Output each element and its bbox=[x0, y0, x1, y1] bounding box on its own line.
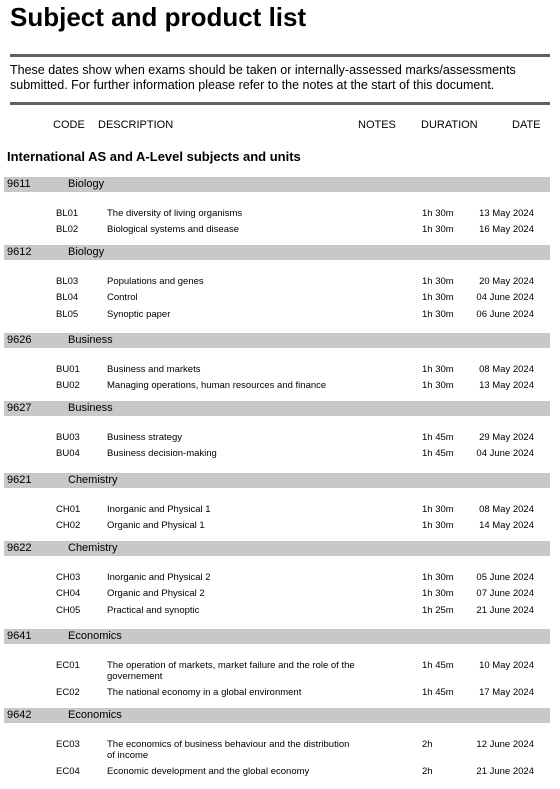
unit-code: EC02 bbox=[56, 687, 80, 698]
unit-date: 06 June 2024 bbox=[476, 309, 534, 320]
unit-description: Business decision-making bbox=[107, 448, 217, 459]
unit-description: Organic and Physical 2 bbox=[107, 588, 205, 599]
unit-date: 12 June 2024 bbox=[476, 739, 534, 750]
subject-name: Chemistry bbox=[68, 474, 118, 486]
unit-description: Organic and Physical 1 bbox=[107, 520, 205, 531]
subject-band bbox=[4, 177, 550, 192]
page-title: Subject and product list bbox=[10, 2, 307, 32]
unit-code: CH05 bbox=[56, 605, 81, 616]
column-header-description: DESCRIPTION bbox=[98, 119, 174, 131]
unit-duration: 2h bbox=[422, 739, 433, 750]
unit-description: Synoptic paper bbox=[107, 309, 171, 320]
unit-description: Inorganic and Physical 2 bbox=[107, 572, 211, 583]
unit-description: Business strategy bbox=[107, 432, 182, 443]
subject-name: Business bbox=[68, 402, 113, 414]
unit-duration: 1h 30m bbox=[422, 504, 454, 515]
unit-description: Economic development and the global economy bbox=[107, 766, 310, 777]
unit-code: CH02 bbox=[56, 520, 81, 531]
unit-duration: 1h 30m bbox=[422, 224, 454, 235]
subject-name: Chemistry bbox=[68, 542, 118, 554]
unit-duration: 1h 30m bbox=[422, 276, 454, 287]
unit-duration: 1h 30m bbox=[422, 208, 454, 219]
unit-date: 08 May 2024 bbox=[479, 364, 534, 375]
unit-description: The economics of business behaviour and the distribution of income bbox=[107, 739, 350, 761]
subject-band bbox=[4, 401, 550, 416]
unit-code: BL04 bbox=[56, 292, 79, 303]
unit-duration: 1h 30m bbox=[422, 588, 454, 599]
subject-band bbox=[4, 541, 550, 556]
column-header-code: CODE bbox=[53, 119, 85, 131]
subject-name: Economics bbox=[68, 630, 122, 642]
subject-band bbox=[4, 473, 550, 488]
unit-description: Biological systems and disease bbox=[107, 224, 240, 235]
subject-code: 9627 bbox=[7, 402, 32, 414]
subject-band bbox=[4, 708, 550, 723]
intro-rule bbox=[10, 102, 550, 105]
subject-code: 9621 bbox=[7, 474, 32, 486]
unit-duration: 1h 30m bbox=[422, 572, 454, 583]
unit-duration: 1h 45m bbox=[422, 432, 454, 443]
unit-date: 07 June 2024 bbox=[476, 588, 534, 599]
unit-code: BL03 bbox=[56, 276, 79, 287]
unit-code: EC03 bbox=[56, 739, 80, 750]
unit-date: 14 May 2024 bbox=[479, 520, 534, 531]
subject-code: 9611 bbox=[7, 178, 31, 190]
unit-date: 10 May 2024 bbox=[479, 660, 534, 671]
unit-code: BU03 bbox=[56, 432, 80, 443]
unit-description: Managing operations, human resources and finance bbox=[107, 380, 327, 391]
unit-description: Populations and genes bbox=[107, 276, 204, 287]
unit-date: 29 May 2024 bbox=[479, 432, 534, 443]
unit-code: BL01 bbox=[56, 208, 79, 219]
unit-code: BL02 bbox=[56, 224, 79, 235]
unit-duration: 1h 45m bbox=[422, 660, 454, 671]
unit-code: BU02 bbox=[56, 380, 80, 391]
unit-code: EC04 bbox=[56, 766, 80, 777]
unit-description: The national economy in a global environment bbox=[107, 687, 302, 698]
unit-duration: 1h 30m bbox=[422, 520, 454, 531]
unit-date: 20 May 2024 bbox=[479, 276, 534, 287]
column-header-date: DATE bbox=[512, 119, 541, 131]
unit-duration: 1h 45m bbox=[422, 687, 454, 698]
unit-duration: 1h 45m bbox=[422, 448, 454, 459]
unit-date: 13 May 2024 bbox=[479, 380, 534, 391]
unit-duration: 2h bbox=[422, 766, 433, 777]
subject-band bbox=[4, 629, 550, 644]
unit-date: 04 June 2024 bbox=[476, 448, 534, 459]
unit-duration: 1h 30m bbox=[422, 309, 454, 320]
unit-date: 04 June 2024 bbox=[476, 292, 534, 303]
unit-description: Business and markets bbox=[107, 364, 201, 375]
unit-code: BU04 bbox=[56, 448, 80, 459]
subject-code: 9612 bbox=[7, 246, 32, 258]
unit-code: CH01 bbox=[56, 504, 81, 515]
subject-band bbox=[4, 245, 550, 260]
unit-description: The diversity of living organisms bbox=[107, 208, 243, 219]
unit-description: Practical and synoptic bbox=[107, 605, 200, 616]
unit-date: 21 June 2024 bbox=[476, 766, 534, 777]
column-header-duration: DURATION bbox=[421, 119, 478, 131]
intro-text: These dates show when exams should be taken or internally-assessed marks/assessments submitted. For further information please refer to the notes at the start of this document. bbox=[10, 63, 516, 92]
subject-code: 9641 bbox=[7, 630, 32, 642]
subject-name: Economics bbox=[68, 709, 122, 721]
unit-date: 17 May 2024 bbox=[479, 687, 534, 698]
unit-code: BU01 bbox=[56, 364, 80, 375]
subject-band bbox=[4, 333, 550, 348]
unit-duration: 1h 30m bbox=[422, 380, 454, 391]
unit-duration: 1h 30m bbox=[422, 292, 454, 303]
unit-date: 16 May 2024 bbox=[479, 224, 534, 235]
top-rule bbox=[10, 54, 550, 57]
subject-name: Biology bbox=[68, 178, 105, 190]
unit-description: Inorganic and Physical 1 bbox=[107, 504, 211, 515]
unit-code: CH03 bbox=[56, 572, 81, 583]
column-header-notes: NOTES bbox=[358, 119, 396, 131]
subject-code: 9622 bbox=[7, 542, 32, 554]
unit-code: EC01 bbox=[56, 660, 80, 671]
unit-date: 05 June 2024 bbox=[476, 572, 534, 583]
section-heading: International AS and A-Level subjects and units bbox=[7, 149, 301, 164]
unit-duration: 1h 30m bbox=[422, 364, 454, 375]
subject-code: 9642 bbox=[7, 709, 32, 721]
subject-name: Biology bbox=[68, 246, 105, 258]
subject-name: Business bbox=[68, 334, 113, 346]
unit-description: Control bbox=[107, 292, 138, 303]
subject-code: 9626 bbox=[7, 334, 32, 346]
unit-date: 08 May 2024 bbox=[479, 504, 534, 515]
unit-date: 21 June 2024 bbox=[476, 605, 534, 616]
unit-date: 13 May 2024 bbox=[479, 208, 534, 219]
unit-code: CH04 bbox=[56, 588, 81, 599]
unit-duration: 1h 25m bbox=[422, 605, 454, 616]
unit-code: BL05 bbox=[56, 309, 79, 320]
unit-description: The operation of markets, market failure and the role of the governement bbox=[107, 660, 355, 682]
